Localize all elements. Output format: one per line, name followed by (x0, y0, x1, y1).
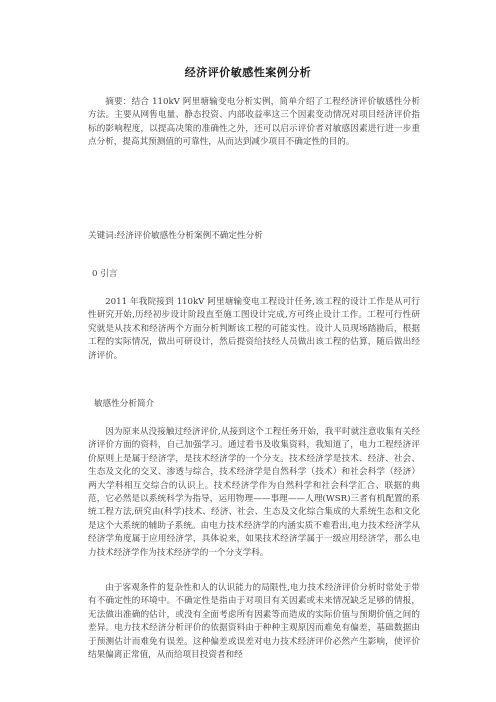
keywords-line: 关键词:经济评价敏感性分析案例不确定性分析 (88, 231, 263, 241)
introduction-paragraph: 2011 年我院接到 110kV 阿里塘输变电工程设计任务,该工程的设计工作是从可行性研究开始,历经初步设计阶段直至施工图设计完成,方可终止设计工作。工程可行性研究就是从技术和经济两个方面分析判断该工程的可能实性。设计人员现场踏勘后，根据工程的实际情况，做出可研设计，然后提资给技经人员做出该工程的估算，随后做出经济评价。 (88, 297, 420, 361)
body-paragraph-1: 因为原来从没接触过经济评价,从接到这个工程任务开始，我平时就注意收集有关经济评价方面的资料，自己加强学习。通过看书及收集资料，我知道了，电力工程经济评价原则上是属于经济学，是技术经济学的一个分支。技术经济学是技术、经济、社会、生态及文化的交叉、渗透与综合，技术经济学是自然科学（技术）和社会科学（经济）两大学科相互交综合的认识上。技术经济学作为自然科学和社会科学汇合、联据的典范，它必然是以系统科学为指导，运用物理——事理——人理(WSR)三者有机配置的系统工程方法,研究由(科学)技术、经济、社会、生态及文化综合集成的大系统生态和文化是这个大系统的辅助子系统。由电力技术经济学的内涵实质不难看出,电力技术经济学从经济学角度属于应用经济学，具体说来，如果技术经济学属于一级应用经济学，那么电力技术经济学作为技术经济学的一个分支学科。 (88, 427, 420, 558)
document-title: 经济评价敏感性案例分析 (184, 66, 312, 79)
section-heading-introduction: 0 引言 (92, 269, 118, 279)
section-heading-sensitivity: 敏感性分析简介 (94, 399, 155, 409)
abstract-paragraph: 摘要：结合 110kV 阿里塘输变电分析实例，简单介绍了工程经济评价敏感性分析方法。主要从网售电量、静态投资、内部收益率这三个因素变动情况对项目经济评价指标的影响程度，以提高决策的准确性之外，还可以启示评价者对敏感因素进行进一步重点分析，提高其预测值的可靠性，从而达到减少项目不确定性的目的。 (88, 97, 420, 148)
body-paragraph-2: 由于客观条件的复杂性和人的认识能力的局限性,电力技术经济评价分析时常处于带有不确定性的环境中。不确定性是指由于对项目有关因素或未来情况缺乏足够的情报，无法做出准确的估计，或没有全面考虑所有因素等而造成的实际价值与预期价值之间的差异。电力技术经济分析评价的依据资料由于种种主观原因而难免有偏差，基础数据由于预测估计而难免有误差。这种偏差或误差对电力技术经济评价必然产生影响，使评价结果偏离正常值，从而给项目投资者和经 (88, 583, 420, 661)
